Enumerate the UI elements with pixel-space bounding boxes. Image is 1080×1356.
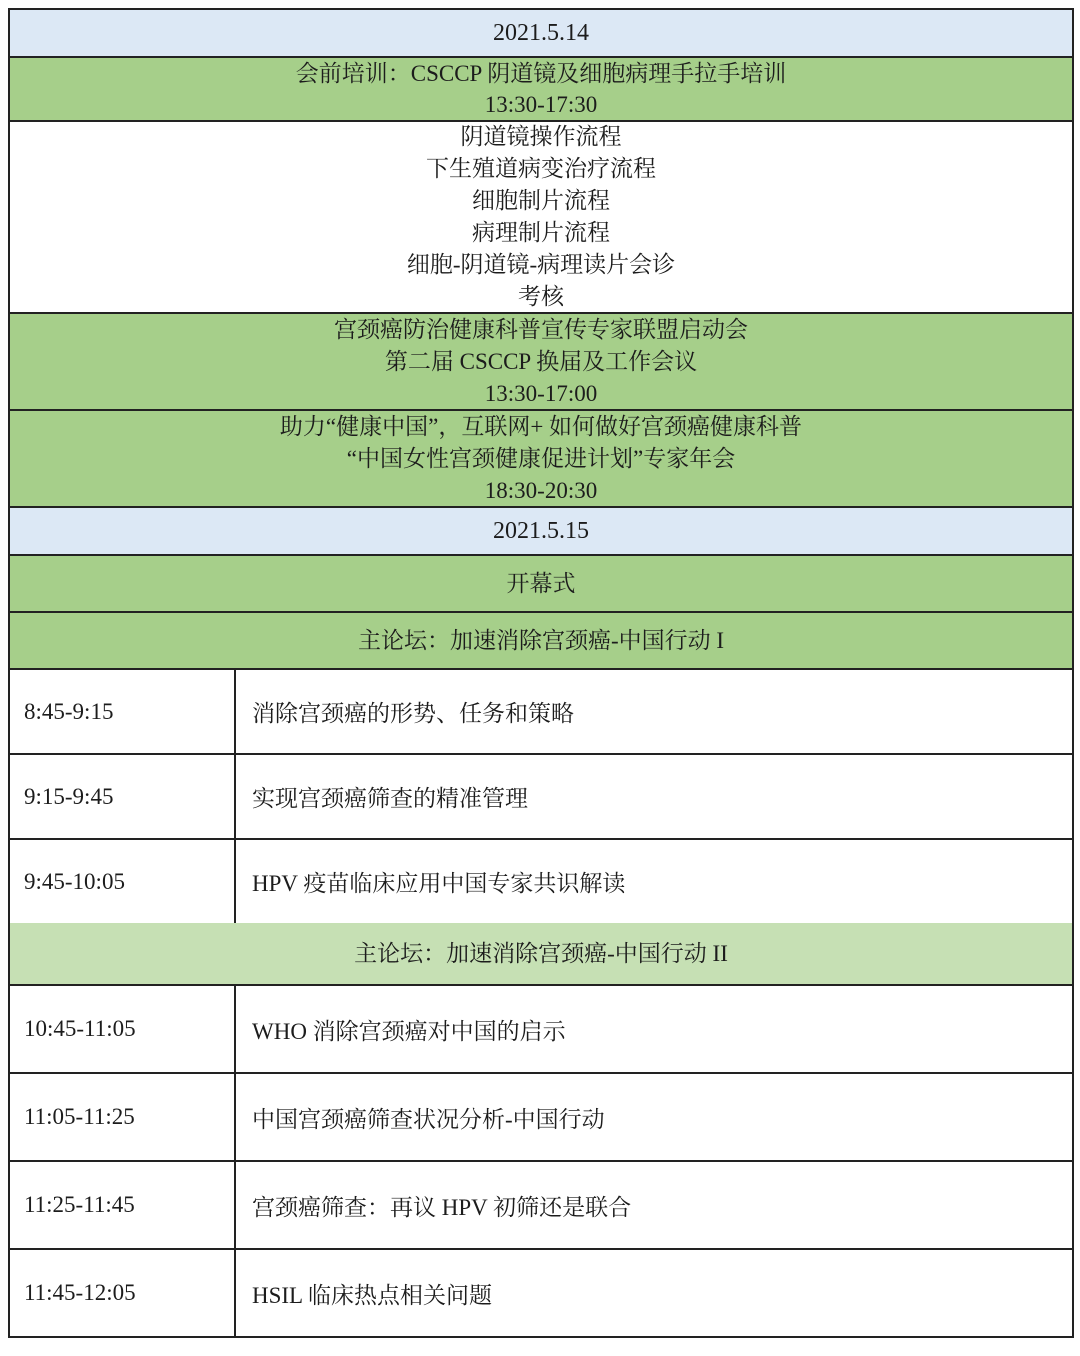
launch-meeting-line1: 宫颈癌防治健康科普宣传专家联盟启动会 [334,316,748,342]
pre-training-band [10,56,1072,120]
pre-training-time: 13:30-17:30 [484,92,598,117]
session-time: 8:45-9:15 [10,670,236,753]
launch-meeting-line2: 第二届 CSCCP 换届及工作会议 [384,348,698,374]
evening-meeting-line1: 助力“健康中国”，互联网+ 如何做好宫颈癌健康科普 [279,413,803,439]
session-row [10,1072,1072,1160]
session-topic: 宫颈癌筛查：再议 HPV 初筛还是联合 [252,1194,632,1220]
session-row [10,838,1072,923]
opening-ceremony-label: 开幕式 [506,570,576,596]
schedule-table [8,8,1074,1338]
session-row [10,1160,1072,1248]
forum2-band [10,923,1072,984]
pre-training-agenda [10,120,1072,312]
session-time: 11:05-11:25 [10,1074,236,1160]
agenda-item: 阴道镜操作流程 [460,124,622,149]
agenda-item: 细胞-阴道镜-病理读片会诊 [406,252,676,277]
launch-meeting-band [10,312,1072,409]
date-header-day1 [10,10,1072,56]
session-row [10,1248,1072,1336]
agenda-item: 病理制片流程 [472,220,610,245]
session-time: 11:45-12:05 [10,1250,236,1336]
forum1-band [10,611,1072,668]
session-time: 11:25-11:45 [10,1162,236,1248]
agenda-item: 下生殖道病变治疗流程 [426,156,656,181]
date-text-day2: 2021.5.15 [493,518,589,544]
date-text-day1: 2021.5.14 [493,20,589,46]
session-topic: HPV 疫苗临床应用中国专家共识解读 [252,871,626,896]
session-topic: 消除宫颈癌的形势、任务和策略 [252,701,574,726]
session-row [10,753,1072,838]
launch-meeting-time: 13:30-17:00 [484,380,598,406]
session-topic: 中国宫颈癌筛查状况分析-中国行动 [252,1106,605,1132]
session-time: 10:45-11:05 [10,986,236,1072]
session-row [10,984,1072,1072]
forum1-title: 主论坛：加速消除宫颈癌-中国行动 I [357,627,725,653]
session-time: 9:15-9:45 [10,755,236,838]
evening-meeting-line2: “中国女性宫颈健康促进计划”专家年会 [346,445,736,471]
session-topic: HSIL 临床热点相关问题 [252,1282,493,1308]
session-time: 9:45-10:05 [10,840,236,923]
pre-training-title: 会前培训：CSCCP 阴道镜及细胞病理手拉手培训 [295,61,787,86]
evening-meeting-band [10,409,1072,506]
agenda-item: 细胞制片流程 [472,188,610,213]
agenda-item: 考核 [518,284,564,309]
evening-meeting-time: 18:30-20:30 [484,477,598,503]
opening-ceremony-band [10,554,1072,611]
session-topic: 实现宫颈癌筛查的精准管理 [252,786,528,811]
session-topic: WHO 消除宫颈癌对中国的启示 [252,1018,566,1044]
date-header-day2 [10,506,1072,554]
forum2-title: 主论坛：加速消除宫颈癌-中国行动 II [354,940,728,966]
session-row [10,668,1072,753]
